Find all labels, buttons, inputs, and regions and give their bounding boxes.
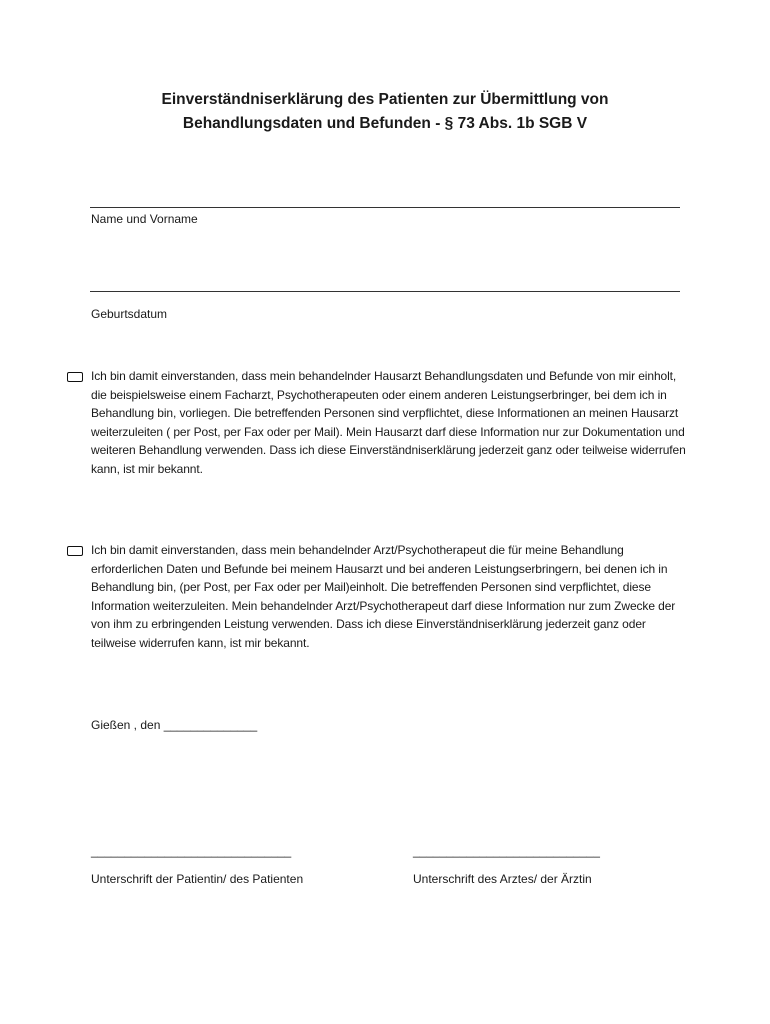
- birthdate-field-label: Geburtsdatum: [91, 307, 168, 321]
- name-field-line[interactable]: [90, 207, 680, 208]
- consent-2-checkbox[interactable]: [67, 546, 83, 556]
- consent-1-text: Ich bin damit einverstanden, dass mein behandelnder Hausarzt Behandlungsdaten und Befunde von mir einholt, die beispielsweise einem Facharzt, Psychotherapeuten oder einem anderen Leistungserbringer, bei dem ich in Behandlung bin, vorliegen. Die betreffenden Personen sind verpflichtet, diese Informationen an meinen Hausarzt weiterzuleiten ( per Post, per Fax oder per Mail). Mein Hausarzt darf diese Information nur zur Dokumentation und weiteren Behandlung verwenden. Dass ich diese Einverständniserklärung jederzeit ganz oder teilweise widerrufen kann, ist mir bekannt.: [91, 369, 686, 476]
- birthdate-field-line[interactable]: [90, 291, 680, 292]
- patient-signature-line[interactable]: ______________________________: [91, 844, 292, 858]
- patient-signature-label: Unterschrift der Patientin/ des Patienten: [91, 872, 304, 886]
- place-date-field[interactable]: Gießen , den ______________: [91, 718, 258, 732]
- title-line-1: Einverständniserklärung des Patienten zur Übermittlung von: [161, 91, 609, 108]
- name-field-label: Name und Vorname: [91, 212, 198, 226]
- doctor-signature-label: Unterschrift des Arztes/ der Ärztin: [413, 872, 592, 886]
- consent-1-checkbox[interactable]: [67, 372, 83, 382]
- doctor-signature-line[interactable]: ____________________________: [413, 844, 600, 858]
- title-line-2: Behandlungsdaten und Befunden - § 73 Abs. 1b SGB V: [182, 115, 588, 132]
- document-title: [0, 88, 770, 136]
- consent-2-text: Ich bin damit einverstanden, dass mein behandelnder Arzt/Psychotherapeut die für meine Behandlung erforderlichen Daten und Befunde bei meinem Hausarzt und bei anderen Leistungserbringern, bei denen ich in Behandlung bin, (per Post, per Fax oder per Mail)einholt. Die betreffenden Personen sind verpflichtet, diese Information weiterzuleiten. Mein behandelnder Arzt/Psychotherapeut darf diese Information nur zum Zwecke der von ihm zu erbringenden Leistung verwenden. Dass ich diese Einverständniserklärung jederzeit ganz oder teilweise widerrufen kann, ist mir bekannt.: [91, 543, 676, 650]
